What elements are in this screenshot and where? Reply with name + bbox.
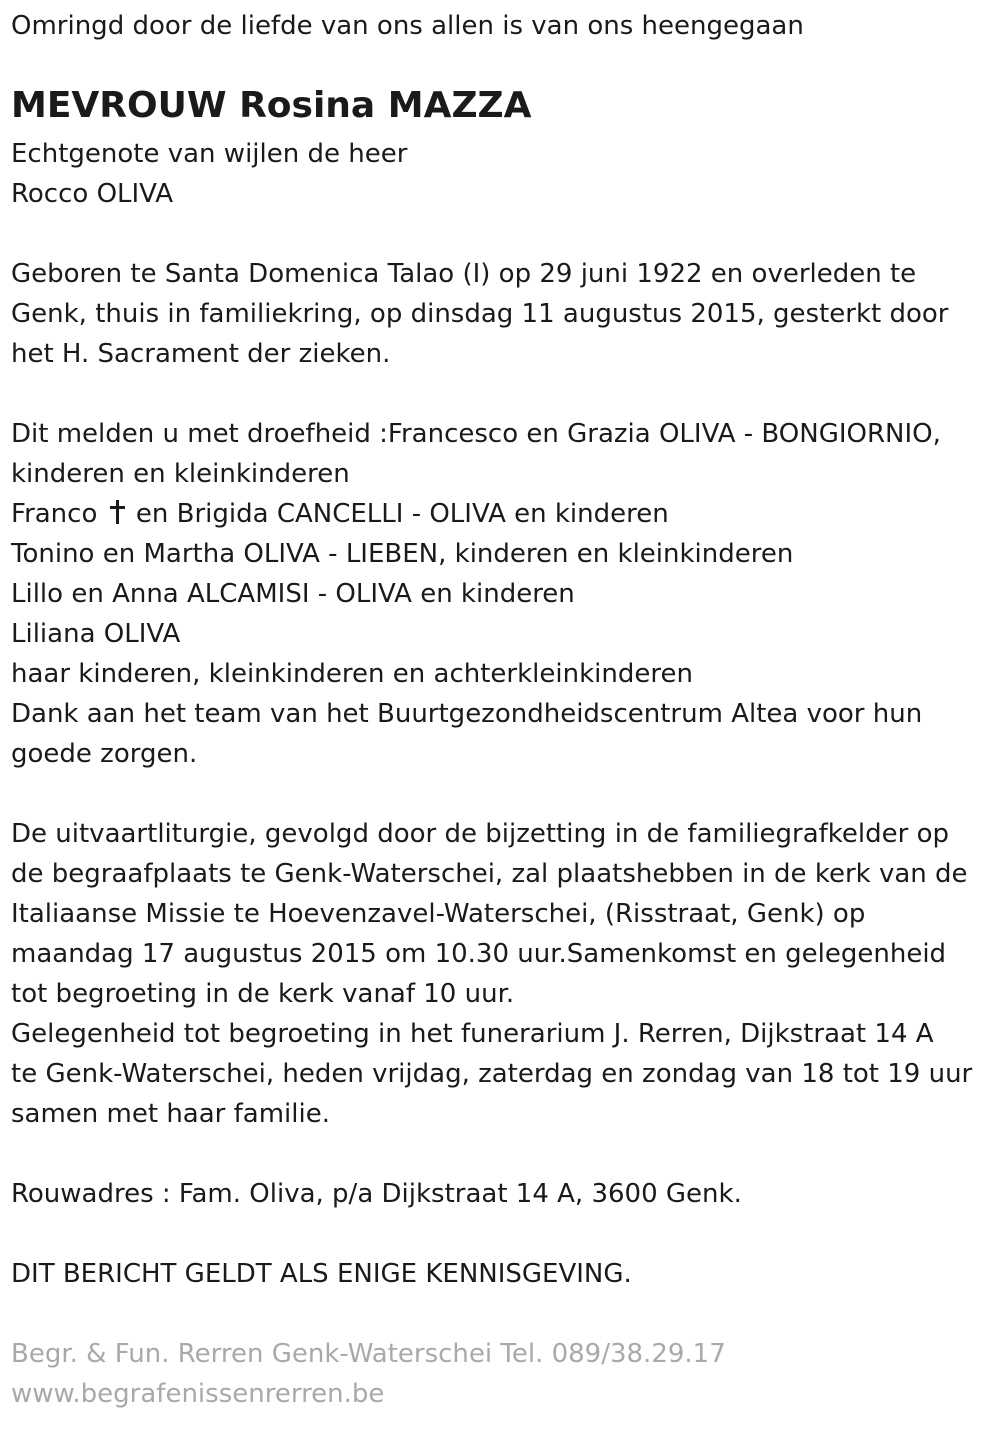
- funeral-home-website[interactable]: www.begrafenissenrerren.be: [11, 1379, 385, 1409]
- funeral-line: Italiaanse Missie te Hoevenzavel-Waterschei, (Risstraat, Genk) op: [11, 899, 866, 929]
- spouse-line-2: Rocco OLIVA: [11, 179, 174, 209]
- family-line: Lillo en Anna ALCAMISI - OLIVA en kinderen: [11, 579, 575, 609]
- thanks-line: goede zorgen.: [11, 739, 198, 769]
- funeral-line: de begraafplaats te Genk-Waterschei, zal plaatshebben in de kerk van de: [11, 859, 968, 889]
- funeral-line: tot begroeting in de kerk vanaf 10 uur.: [11, 979, 515, 1009]
- spouse-line-1: Echtgenote van wijlen de heer: [11, 139, 408, 169]
- family-line: haar kinderen, kleinkinderen en achterkleinkinderen: [11, 659, 693, 689]
- birth-death-line: Geboren te Santa Domenica Talao (I) op 29 juni 1922 en overleden te: [11, 259, 917, 289]
- visitation-line: te Genk-Waterschei, heden vrijdag, zaterdag en zondag van 18 tot 19 uur: [11, 1059, 973, 1089]
- franco-name: Franco: [11, 499, 106, 529]
- visitation-line: Gelegenheid tot begroeting in het funerarium J. Rerren, Dijkstraat 14 A: [11, 1019, 934, 1049]
- family-line: Tonino en Martha OLIVA - LIEBEN, kinderen en kleinkinderen: [11, 539, 794, 569]
- notice-statement: DIT BERICHT GELDT ALS ENIGE KENNISGEVING.: [11, 1259, 632, 1289]
- birth-death-line: het H. Sacrament der zieken.: [11, 339, 391, 369]
- deceased-name: MEVROUW Rosina MAZZA: [11, 85, 532, 126]
- intro-text: Omringd door de liefde van ons allen is van ons heengegaan: [11, 11, 804, 41]
- funeral-line: maandag 17 augustus 2015 om 10.30 uur.Samenkomst en gelegenheid: [11, 939, 947, 969]
- family-line-franco: [11, 494, 669, 534]
- franco-rest: en Brigida CANCELLI - OLIVA en kinderen: [127, 499, 669, 529]
- mourning-address: Rouwadres : Fam. Oliva, p/a Dijkstraat 14 A, 3600 Genk.: [11, 1179, 742, 1209]
- family-line: Liliana OLIVA: [11, 619, 181, 649]
- funeral-line: De uitvaartliturgie, gevolgd door de bijzetting in de familiegrafkelder op: [11, 819, 950, 849]
- birth-death-line: Genk, thuis in familiekring, op dinsdag 11 augustus 2015, gesterkt door: [11, 299, 949, 329]
- thanks-line: Dank aan het team van het Buurtgezondheidscentrum Altea voor hun: [11, 699, 923, 729]
- family-line: kinderen en kleinkinderen: [11, 459, 350, 489]
- visitation-line: samen met haar familie.: [11, 1099, 330, 1129]
- funeral-home-contact: Begr. & Fun. Rerren Genk-Waterschei Tel. 089/38.29.17: [11, 1339, 726, 1369]
- family-line: Dit melden u met droefheid :Francesco en Grazia OLIVA - BONGIORNIO,: [11, 419, 941, 449]
- cross-icon: [108, 499, 126, 525]
